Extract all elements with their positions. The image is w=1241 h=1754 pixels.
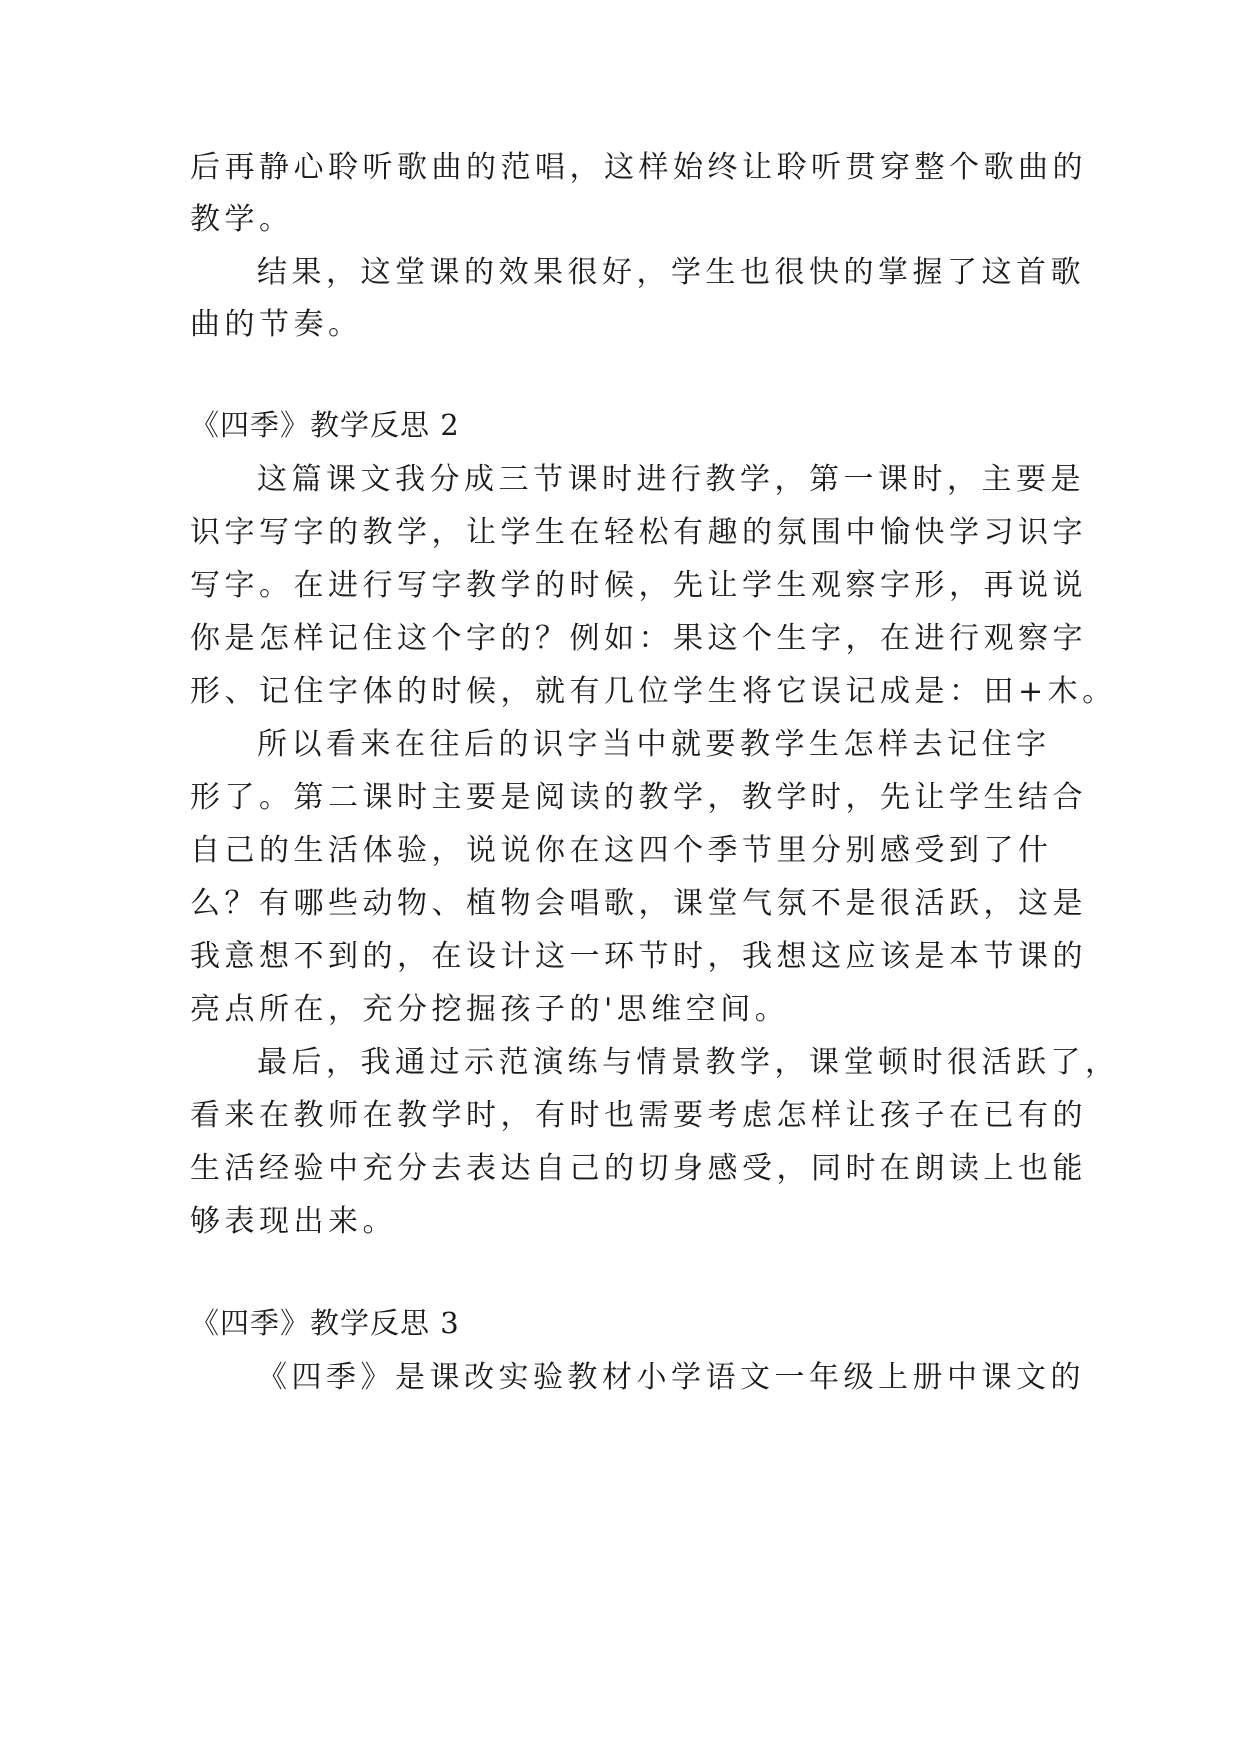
paragraph-line: 这篇课文我分成三节课时进行教学，第一课时，主要是 <box>257 462 1085 497</box>
paragraph-line: 自己的生活体验，说说你在这四个季节里分别感受到了什 <box>190 833 1053 868</box>
paragraph-line: 结果，这堂课的效果很好，学生也很快的掌握了这首歌 <box>257 255 1085 290</box>
section-heading: 《四季》教学反思 2 <box>190 408 460 442</box>
paragraph-line: 你是怎样记住这个字的？例如：果这个生字，在进行观察字 <box>190 621 1087 656</box>
paragraph-line: 形了。第二课时主要是阅读的教学，教学时，先让学生结合 <box>190 780 1087 815</box>
paragraph-line: 形、记住字体的时候，就有几位学生将它误记成是：田+木。 <box>190 674 1117 709</box>
section-heading: 《四季》教学反思 3 <box>190 1306 460 1340</box>
paragraph-line: 最后，我通过示范演练与情景教学，课堂顿时很活跃了， <box>257 1045 1120 1080</box>
paragraph-line: 所以看来在往后的识字当中就要教学生怎样去记住字 <box>257 727 1051 762</box>
paragraph-line: 写字。在进行写字教学的时候，先让学生观察字形，再说说 <box>190 568 1087 603</box>
paragraph-line: 教学。 <box>190 202 294 237</box>
paragraph-line: 亮点所在，充分挖掘孩子的'思维空间。 <box>190 992 790 1027</box>
paragraph-line: 看来在教师在教学时，有时也需要考虑怎样让孩子在已有的 <box>190 1098 1087 1133</box>
paragraph-line: 么？有哪些动物、植物会唱歌，课堂气氛不是很活跃，这是 <box>190 886 1087 921</box>
paragraph-line: 曲的节奏。 <box>190 307 363 342</box>
paragraph-line: 我意想不到的，在设计这一环节时，我想这应该是本节课的 <box>190 939 1087 974</box>
paragraph-line: 后再静心聆听歌曲的范唱，这样始终让聆听贯穿整个歌曲的 <box>190 150 1087 185</box>
paragraph-line: 生活经验中充分去表达自己的切身感受，同时在朗读上也能 <box>190 1151 1087 1186</box>
paragraph-line: 识字写字的教学，让学生在轻松有趣的氛围中愉快学习识字 <box>190 515 1087 550</box>
paragraph-line: 够表现出来。 <box>190 1204 397 1239</box>
paragraph-line: 《四季》是课改实验教材小学语文一年级上册中课文的 <box>257 1360 1085 1395</box>
